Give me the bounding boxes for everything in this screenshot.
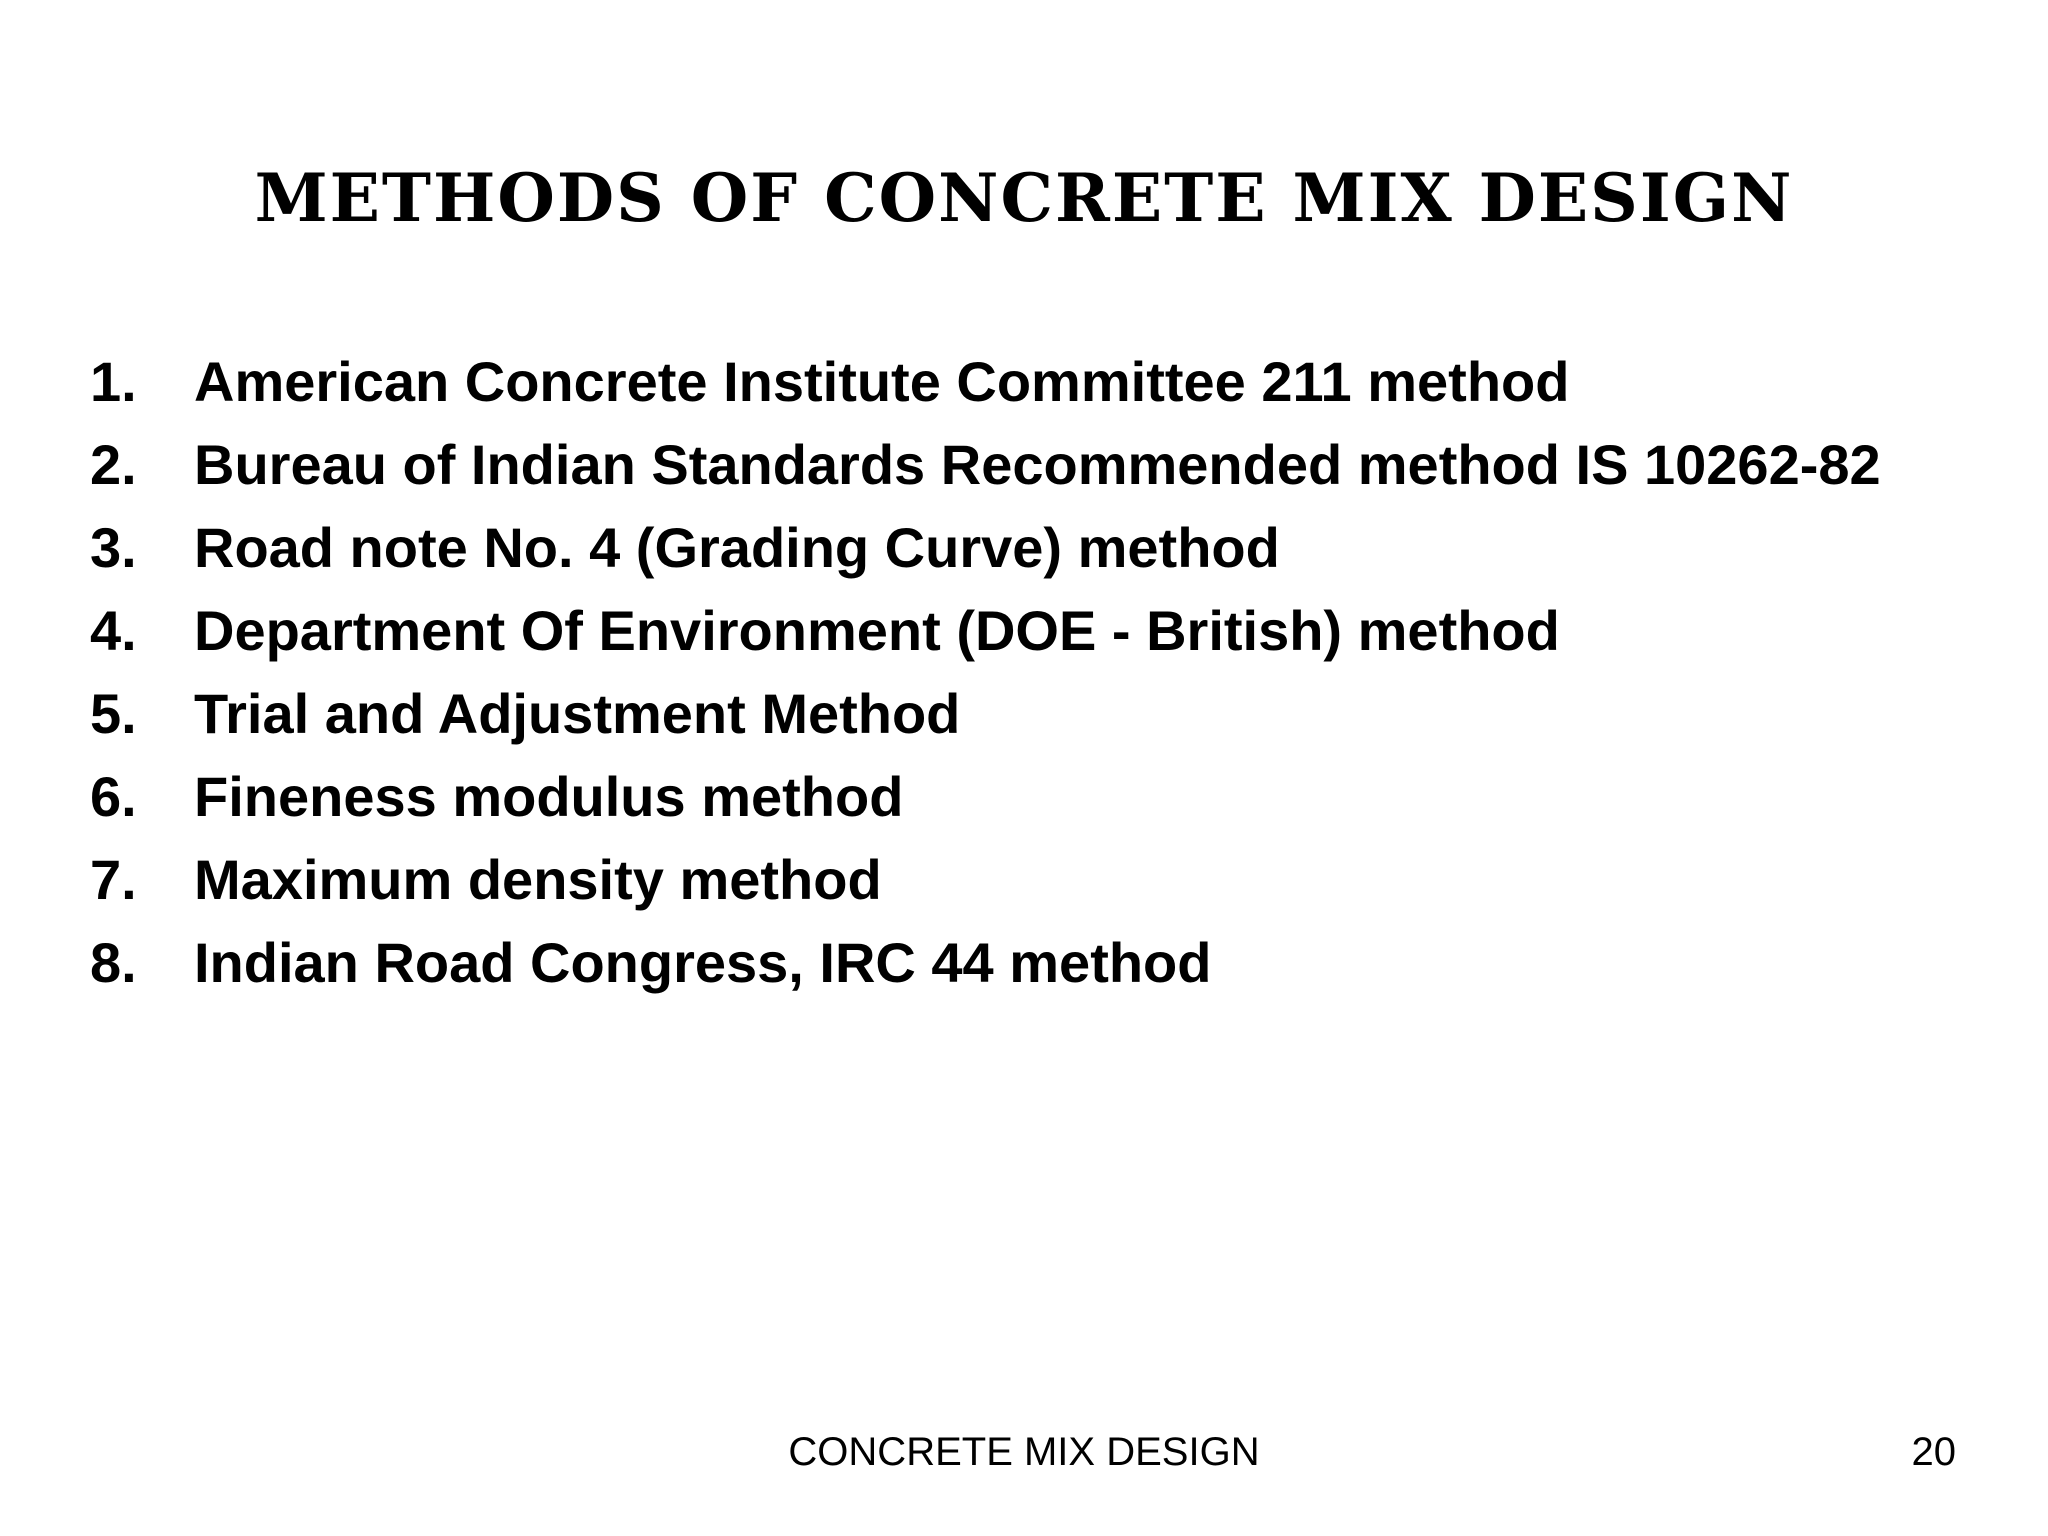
list-item-text: Indian Road Congress, IRC 44 method [194, 931, 1212, 994]
list-item-number: 5. [90, 682, 137, 745]
page-number: 20 [1911, 1430, 1956, 1474]
slide-title: METHODS OF CONCRETE MIX DESIGN [254, 159, 1794, 237]
list-item-number: 3. [90, 516, 137, 579]
list-item-text: Trial and Adjustment Method [194, 682, 961, 745]
list-item [90, 340, 1881, 423]
list-item [90, 921, 1881, 1004]
list-item [90, 755, 1881, 838]
list-item-text: American Concrete Institute Committee 211 method [194, 350, 1570, 413]
list-item-text: Fineness modulus method [194, 765, 904, 828]
list-item-text: Maximum density method [194, 848, 882, 911]
list-item [90, 838, 1881, 921]
list-item-number: 8. [90, 931, 137, 994]
list-item-number: 6. [90, 765, 137, 828]
list-item [90, 672, 1881, 755]
list-item-number: 7. [90, 848, 137, 911]
list-item [90, 423, 1881, 506]
list-item-text: Road note No. 4 (Grading Curve) method [194, 516, 1280, 579]
list-item-number: 2. [90, 433, 137, 496]
footer-title: CONCRETE MIX DESIGN [788, 1430, 1260, 1474]
list-item-text: Bureau of Indian Standards Recommended method IS 10262-82 [194, 433, 1881, 496]
list-item [90, 589, 1881, 672]
list-item-number: 1. [90, 350, 137, 413]
methods-list [90, 340, 1881, 1004]
list-item [90, 506, 1881, 589]
list-item-number: 4. [90, 599, 137, 662]
list-item-text: Department Of Environment (DOE - British) method [194, 599, 1560, 662]
